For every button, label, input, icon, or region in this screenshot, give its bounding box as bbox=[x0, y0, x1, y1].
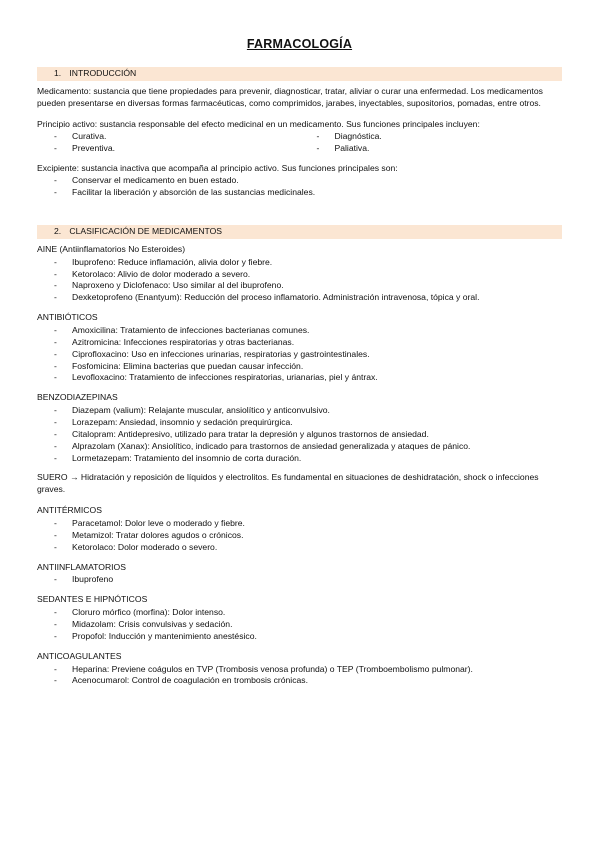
group-benzodiazepinas bbox=[37, 392, 562, 464]
drug-list bbox=[37, 664, 562, 688]
group-anticoagulantes bbox=[37, 651, 562, 688]
group-antitermicos bbox=[37, 505, 562, 553]
list-item: - Diagnóstica. bbox=[300, 131, 563, 143]
group-heading: ANTITÉRMICOS bbox=[37, 505, 102, 516]
page-title: FARMACOLOGÍA bbox=[246, 37, 353, 51]
excipiente-definition: Excipiente: sustancia inactiva que acompaña al principio activo. Sus funciones principales son: bbox=[37, 163, 398, 174]
section-heading-introduccion bbox=[37, 67, 562, 81]
drug-list bbox=[37, 325, 562, 384]
list-item: - Midazolam: Crisis convulsivas y sedación. bbox=[37, 619, 562, 631]
list-item: - Propofol: Inducción y mantenimiento anestésico. bbox=[37, 631, 562, 643]
list-item: - Citalopram: Antidepresivo, utilizado para tratar la depresión y algunos trastornos de ansiedad. bbox=[37, 429, 562, 441]
list-item: - Ciprofloxacino: Uso en infecciones urinarias, respiratorias y gastrointestinales. bbox=[37, 349, 562, 361]
list-item: - Dexketoprofeno (Enantyum): Reducción del proceso inflamatorio. Administración intravenosa, tópica y oral. bbox=[37, 292, 562, 304]
list-item: - Ibuprofeno: Reduce inflamación, alivia dolor y fiebre. bbox=[37, 257, 562, 269]
section-label: INTRODUCCIÓN bbox=[69, 68, 137, 79]
excipiente-list bbox=[37, 175, 562, 199]
functions-columns bbox=[37, 131, 562, 155]
list-item: - Facilitar la liberación y absorción de las sustancias medicinales. bbox=[37, 187, 562, 199]
group-antibioticos bbox=[37, 312, 562, 384]
list-item: - Alprazolam (Xanax): Ansiolítico, indicado para trastornos de ansiedad generalizada y ataques de pánico. bbox=[37, 441, 562, 453]
section-number: 2. bbox=[54, 225, 62, 236]
drug-list bbox=[37, 607, 562, 643]
list-item: - Ketorolaco: Alivio de dolor moderado a severo. bbox=[37, 269, 562, 281]
list-item: - Conservar el medicamento en buen estado. bbox=[37, 175, 562, 187]
suero-paragraph: SUERO → Hidratación y reposición de líquidos y electrolitos. Es fundamental en situaciones de deshidratación, shock o infecciones graves. bbox=[37, 472, 539, 495]
list-item: - Paliativa. bbox=[300, 143, 563, 155]
list-item: - Lormetazepam: Tratamiento del insomnio de corta duración. bbox=[37, 453, 562, 465]
list-item: - Curativa. bbox=[37, 131, 300, 143]
drug-list bbox=[37, 257, 562, 304]
section-number: 1. bbox=[54, 68, 62, 79]
drug-list bbox=[37, 405, 562, 464]
list-item: - Ketorolaco: Dolor moderado o severo. bbox=[37, 542, 562, 554]
functions-right-list bbox=[300, 131, 563, 155]
list-item: - Levofloxacino: Tratamiento de infecciones respiratorias, urianarias, piel y ántrax. bbox=[37, 372, 562, 384]
drug-list bbox=[37, 518, 562, 554]
list-item: - Naproxeno y Diclofenaco: Uso similar al del ibuprofeno. bbox=[37, 280, 562, 292]
list-item: - Diazepam (valium): Relajante muscular, ansiolítico y anticonvulsivo. bbox=[37, 405, 562, 417]
list-item: - Amoxicilina: Tratamiento de infecciones bacterianas comunes. bbox=[37, 325, 562, 337]
list-item: - Metamizol: Tratar dolores agudos o crónicos. bbox=[37, 530, 562, 542]
principio-activo-definition: Principio activo: sustancia responsable del efecto medicinal en un medicamento. Sus funciones principales incluyen: bbox=[37, 118, 480, 129]
list-item: - Ibuprofeno bbox=[37, 574, 562, 586]
list-item: - Acenocumarol: Control de coagulación en trombosis crónicas. bbox=[37, 675, 562, 687]
functions-left-list bbox=[37, 131, 300, 155]
group-heading: SEDANTES E HIPNÓTICOS bbox=[37, 594, 148, 605]
drug-list bbox=[37, 574, 562, 586]
group-heading: BENZODIAZEPINAS bbox=[37, 392, 118, 403]
list-item: - Azitromicina: Infecciones respiratorias y otras bacterianas. bbox=[37, 337, 562, 349]
group-aine bbox=[37, 244, 562, 304]
section-heading-clasificacion bbox=[37, 225, 562, 239]
list-item: - Paracetamol: Dolor leve o moderado y fiebre. bbox=[37, 518, 562, 530]
group-heading: ANTIINFLAMATORIOS bbox=[37, 561, 126, 572]
medicamento-definition: Medicamento: sustancia que tiene propiedades para prevenir, diagnosticar, tratar, aliviar o curar una enfermedad. Los medicamentos pueden presentarse en diversas formas farmacéuticas, como comprimidos, jarabes, inyectables, supositorios, pomadas, entre otros. bbox=[37, 86, 543, 108]
list-item: - Fosfomicina: Elimina bacterias que puedan causar infección. bbox=[37, 361, 562, 373]
group-sedantes bbox=[37, 594, 562, 642]
group-antiinflamatorios bbox=[37, 562, 562, 587]
group-heading: ANTIBIÓTICOS bbox=[37, 312, 98, 323]
list-item: - Heparina: Previene coágulos en TVP (Trombosis venosa profunda) o TEP (Tromboembolismo pulmonar). bbox=[37, 664, 562, 676]
group-heading: ANTICOAGULANTES bbox=[37, 650, 122, 661]
list-item: - Cloruro mórfico (morfina): Dolor intenso. bbox=[37, 607, 562, 619]
list-item: - Preventiva. bbox=[37, 143, 300, 155]
group-heading: AINE (Antiinflamatorios No Esteroides) bbox=[37, 243, 186, 254]
list-item: - Lorazepam: Ansiedad, insomnio y sedación prequirúrgica. bbox=[37, 417, 562, 429]
section-label: CLASIFICACIÓN DE MEDICAMENTOS bbox=[69, 225, 223, 236]
